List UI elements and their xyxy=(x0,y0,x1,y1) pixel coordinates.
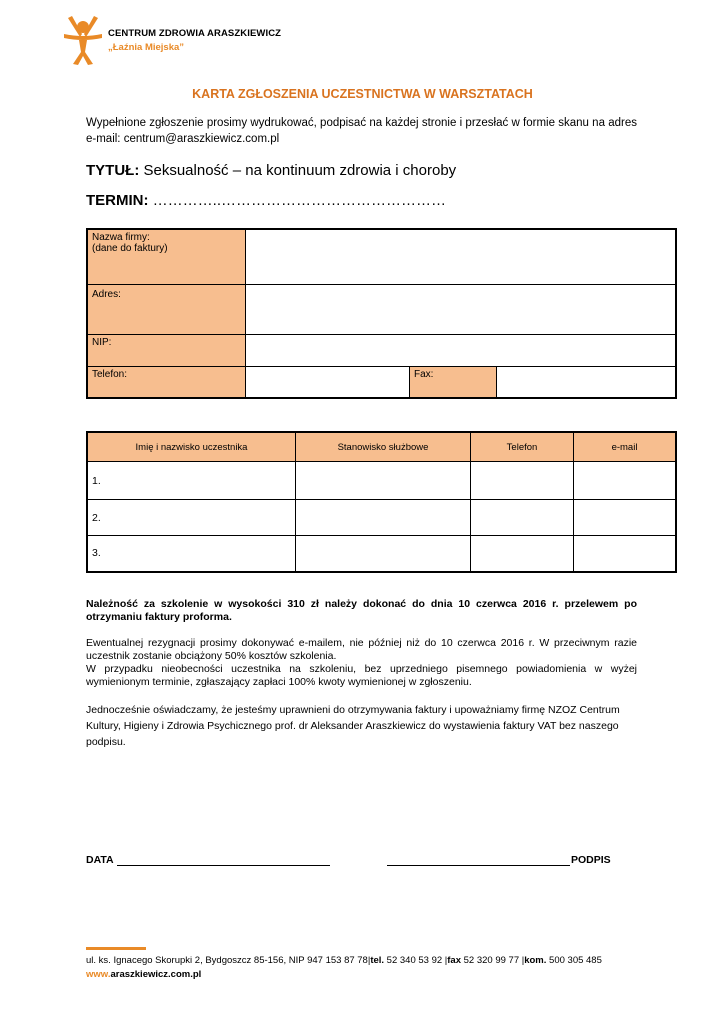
absence-text: W przypadku nieobecności uczestnika na szkoleniu, bez uprzedniego pisemnego powiadomienia w wyżej wymienionym terminie, zgłaszający zapłaci 100% kwoty wymienionej w zgłoszeniu. xyxy=(86,663,637,688)
phone-field[interactable] xyxy=(246,366,410,398)
logo-figure-icon xyxy=(63,14,103,66)
signature-line[interactable] xyxy=(387,865,570,866)
intro-text: Wypełnione zgłoszenie prosimy wydrukować, podpisać na każdej stronie i przesłać w formie skanu na adres e-mail: centrum@araszkiewicz.com.pl xyxy=(86,117,637,145)
payment-notice: Należność za szkolenie w wysokości 310 zł należy dokonać do dnia 10 czerwca 2016 r. przelewem po otrzymaniu faktury proforma. xyxy=(86,598,637,623)
footer-kom-label: kom. xyxy=(524,955,547,966)
nip-label: NIP: xyxy=(87,334,246,366)
address-field[interactable] xyxy=(246,284,677,334)
footer-tel-label: tel. xyxy=(370,955,385,966)
date-line[interactable] xyxy=(117,865,330,866)
table-row xyxy=(87,500,676,536)
footer-fax: 52 320 99 77 | xyxy=(461,955,525,966)
participant-phone-field[interactable] xyxy=(471,536,574,572)
header-position: Stanowisko służbowe xyxy=(296,432,471,462)
topic-line xyxy=(86,162,456,179)
address-label: Adres: xyxy=(87,284,246,334)
footer-address-text: ul. ks. Ignacego Skorupki 2, Bydgoszcz 85-156, NIP 947 153 87 78| xyxy=(86,955,371,966)
declaration-text: Jednocześnie oświadczamy, że jesteśmy uprawnieni do otrzymywania faktury i upoważniamy firmę NZOZ Centrum Kultury, Higieny i Zdrowia Psychicznego prof. dr Aleksander Araszkiewicz do wystawienia faktury VAT bez naszego podpisu. xyxy=(86,704,620,748)
phone-label: Telefon: xyxy=(87,366,246,398)
header-name: Imię i nazwisko uczestnika xyxy=(87,432,296,462)
termin-value: …………..……………………………………… xyxy=(148,192,447,209)
footer-divider xyxy=(86,947,146,950)
participant-position-field[interactable] xyxy=(296,462,471,500)
participant-phone-field[interactable] xyxy=(471,462,574,500)
participant-name-field[interactable]: 1. xyxy=(87,462,296,500)
date-label: DATA xyxy=(86,854,114,866)
participant-email-field[interactable] xyxy=(574,536,677,572)
cancellation-text: Ewentualnej rezygnacji prosimy dokonywać e-mailem, nie później niż do 10 czerwca 2016 r. W przeciwnym razie uczestnik zostanie obciążony 50% kosztów szkolenia. xyxy=(86,637,637,662)
participant-position-field[interactable] xyxy=(296,500,471,536)
org-subtitle: „Łaźnia Miejska” xyxy=(108,42,185,53)
termin-label: TERMIN: xyxy=(86,192,149,209)
participants-table xyxy=(86,431,677,573)
form-title: KARTA ZGŁOSZENIA UCZESTNICTWA W WARSZTATACH xyxy=(192,87,533,101)
signature-label: PODPIS xyxy=(571,854,611,866)
participant-email-field[interactable] xyxy=(574,500,677,536)
topic-value: Seksualność – na kontinuum zdrowia i choroby xyxy=(139,162,457,179)
table-row xyxy=(87,536,676,572)
participant-name-field[interactable]: 3. xyxy=(87,536,296,572)
participant-name-field[interactable]: 2. xyxy=(87,500,296,536)
participant-position-field[interactable] xyxy=(296,536,471,572)
footer-kom: 500 305 485 xyxy=(546,955,602,966)
nip-field[interactable] xyxy=(246,334,677,366)
participant-phone-field[interactable] xyxy=(471,500,574,536)
company-name-label-line2: (dane do faktury) xyxy=(92,243,168,254)
company-name-label xyxy=(87,229,246,284)
cancellation-notice xyxy=(86,637,637,689)
footer-www-domain: araszkiewicz.com.pl xyxy=(110,969,202,980)
header-email: e-mail xyxy=(574,432,677,462)
company-name-field[interactable] xyxy=(246,229,677,284)
fax-label: Fax: xyxy=(410,366,497,398)
company-name-label-line1: Nazwa firmy: xyxy=(92,232,150,243)
table-row xyxy=(87,462,676,500)
footer-fax-label: fax xyxy=(447,955,461,966)
participant-email-field[interactable] xyxy=(574,462,677,500)
footer-www-prefix: www. xyxy=(86,969,111,980)
company-table xyxy=(86,228,677,399)
footer-website[interactable] xyxy=(86,969,201,980)
fax-field[interactable] xyxy=(497,366,677,398)
footer-address xyxy=(86,955,602,966)
topic-label: TYTUŁ: xyxy=(86,162,140,179)
termin-line xyxy=(86,192,446,209)
footer-tel: 52 340 53 92 | xyxy=(384,955,448,966)
org-name: CENTRUM ZDROWIA ARASZKIEWICZ xyxy=(108,28,282,39)
header-phone: Telefon xyxy=(471,432,574,462)
